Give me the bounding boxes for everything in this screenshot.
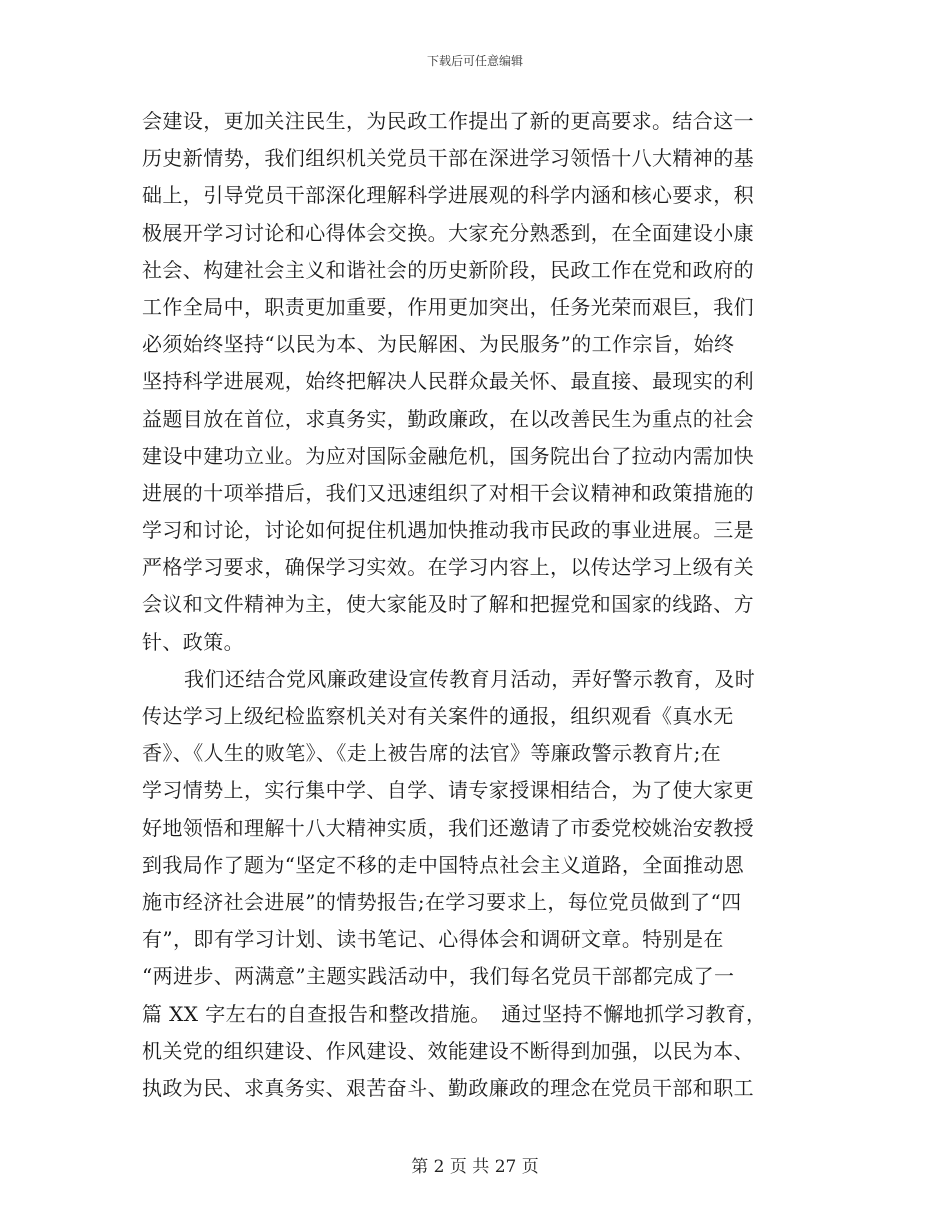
text-line: 有”，即有学习计划、读书笔记、心得体会和调研文章。特别是在 xyxy=(142,927,724,952)
text-line: 必须始终坚持“以民为本、为民解困、为民服务”的工作宗旨，始终 xyxy=(142,332,735,357)
text-line: 进展的十项举措后，我们又迅速组织了对相干会议精神和政策措施的 xyxy=(142,480,754,505)
text-line: 传达学习上级纪检监察机关对有关案件的通报，组织观看《真水无 xyxy=(142,704,734,728)
text-line: 到我局作了题为“坚定不移的走中国特点社会主义道路，全面推动恩 xyxy=(142,852,745,877)
text-line: 香》、《人生的败笔》、《走上被告席的法官》等廉政警示教育片;在 xyxy=(142,741,722,766)
text-line: 社会、构建社会主义和谐社会的历史新阶段，民政工作在党和政府的 xyxy=(142,257,754,282)
text-line: 历史新情势，我们组织机关党员干部在深进学习领悟十八大精神的基 xyxy=(142,146,754,171)
page-number-footer: 第 2 页 共 27 页 xyxy=(411,1157,539,1177)
text-line: 机关党的组织建设、作风建设、效能建设不断得到加强，以民为本、 xyxy=(142,1038,754,1063)
text-line: 好地领悟和理解十八大精神实质，我们还邀请了市委党校姚治安教授 xyxy=(142,815,754,840)
text-line: 会建设，更加关注民生，为民政工作提出了新的更高要求。结合这一 xyxy=(142,109,754,133)
text-line: “两进步、两满意”主题实践活动中，我们每名党员干部都完成了一 xyxy=(142,964,735,989)
text-line: 建设中建功立业。为应对国际金融危机，国务院出台了拉动内需加快 xyxy=(142,443,754,468)
document-body xyxy=(142,103,812,1107)
text-line: 益题目放在首位，求真务实，勤政廉政，在以改善民生为重点的社会 xyxy=(142,406,754,431)
text-line: 础上，引导党员干部深化理解科学进展观的科学内涵和核心要求，积 xyxy=(142,183,754,208)
text-line: 工作全局中，职责更加重要，作用更加突出，任务光荣而艰巨，我们 xyxy=(142,294,754,319)
text-line: 会议和文件精神为主，使大家能及时了解和把握党和国家的线路、方 xyxy=(142,592,754,617)
text-line: 坚持科学进展观，始终把解决人民群众最关怀、最直接、最现实的利 xyxy=(142,369,754,394)
text-line: 针、政策。 xyxy=(142,629,244,654)
text-line: 施市经济社会进展”的情势报告;在学习要求上，每位党员做到了“四 xyxy=(142,889,742,914)
page-header: 下载后可任意编辑 xyxy=(426,54,523,68)
text-line: 学习和讨论，讨论如何捉住机遇加快推动我市民政的事业进展。三是 xyxy=(142,518,754,543)
paragraph-start-line: 我们还结合党风廉政建设宣传教育月活动，弄好警示教育，及时 xyxy=(184,666,756,691)
text-line: 极展开学习讨论和心得体会交换。大家充分熟悉到，在全面建设小康 xyxy=(142,220,754,245)
text-line: 严格学习要求，确保学习实效。在学习内容上，以传达学习上级有关 xyxy=(142,555,754,580)
text-line: 篇 XX 字左右的自查报告和整改措施。 通过坚持不懈地抓学习教育， xyxy=(142,1001,767,1026)
text-line: 执政为民、求真务实、艰苦奋斗、勤政廉政的理念在党员干部和职工 xyxy=(142,1075,754,1100)
text-line: 学习情势上，实行集中学、自学、请专家授课相结合，为了使大家更 xyxy=(142,778,754,803)
